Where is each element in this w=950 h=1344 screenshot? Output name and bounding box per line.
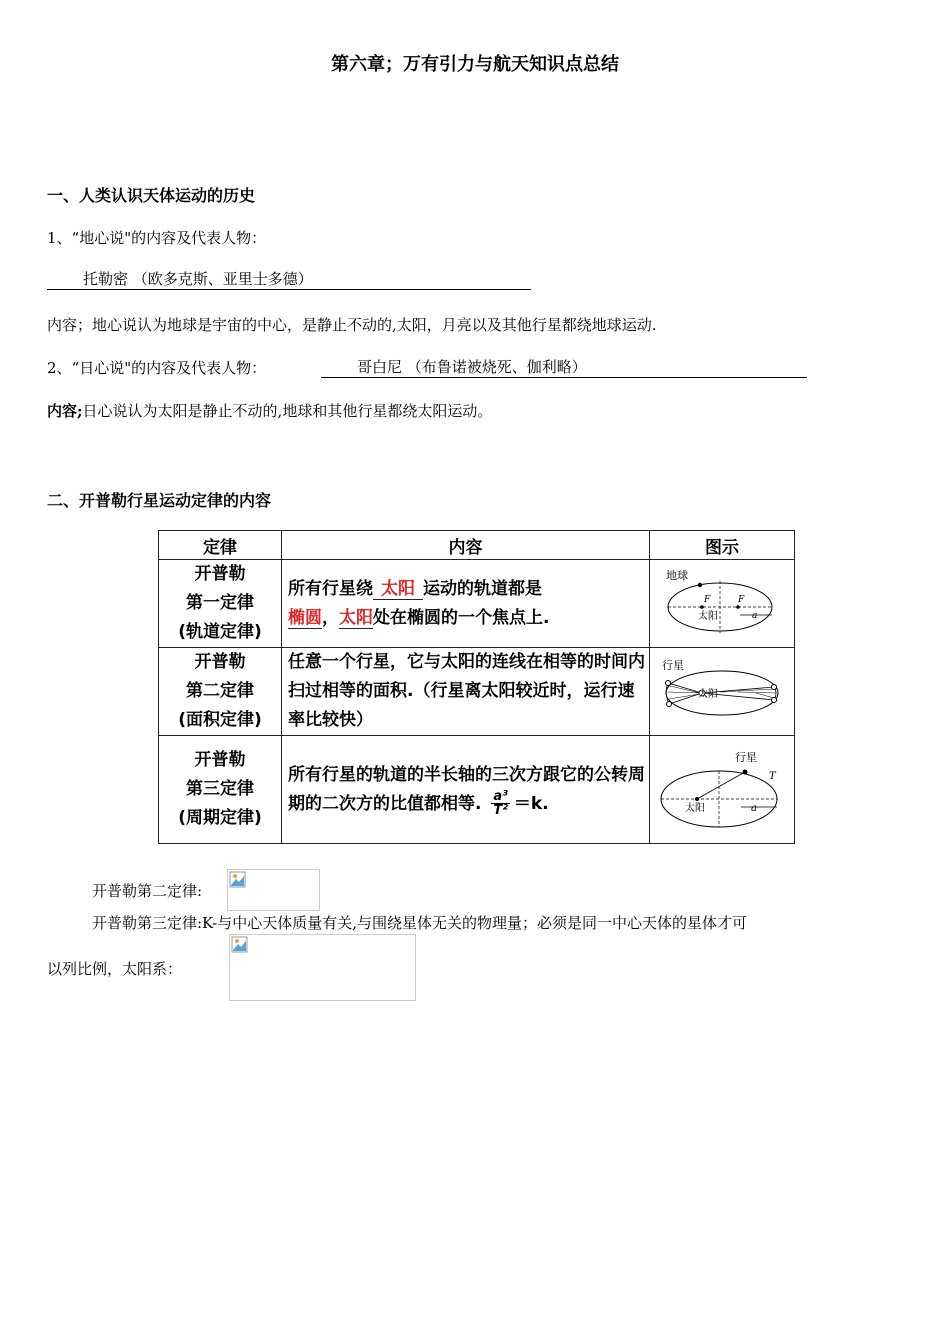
kepler-laws-table xyxy=(158,530,795,844)
blank-ellipse: 椭圆 xyxy=(288,607,322,628)
item2-content xyxy=(47,400,492,421)
law1-content: 所有行星绕 太阳 运动的轨道都是 椭圆，太阳处在椭圆的一个焦点上. xyxy=(282,560,650,648)
item2-answer: 哥白尼 （布鲁诺被烧死、伽利略） xyxy=(321,356,807,378)
item1-content: 内容；地心说认为地球是宇宙的中心，是静止不动的,太阳，月亮以及其他行星都绕地球运动. xyxy=(47,316,657,334)
svg-text:T: T xyxy=(769,770,776,782)
broken-image-icon xyxy=(231,936,249,954)
blank-sun-2: 太阳 xyxy=(339,607,373,628)
item1-answer: 托勒密 （欧多克斯、亚里士多德） xyxy=(47,268,531,290)
label-earth: 地球 xyxy=(666,568,688,582)
section2-heading: 二、开普勒行星运动定律的内容 xyxy=(47,491,272,510)
law3-figure xyxy=(650,736,795,844)
law3-name: 开普勒 第三定律 (周期定律) xyxy=(159,736,282,844)
law1-figure xyxy=(650,560,795,648)
header-figure: 图示 xyxy=(650,531,795,560)
page-title: 第六章；万有引力与航天知识点总结 xyxy=(331,54,619,75)
note-third-law: 开普勒第三定律:K-与中心天体质量有关,与围绕星体无关的物理量；必须是同一中心天体的星体才可 xyxy=(92,914,748,932)
period-law-diagram xyxy=(657,747,787,833)
blank-sun-1: 太阳 xyxy=(373,579,423,600)
item2-label: 2、“日心说"的内容及代表人物： xyxy=(47,359,267,377)
label-planet: 行星 xyxy=(662,658,684,672)
orbit-ellipse-diagram xyxy=(662,569,782,639)
broken-image-formula-1 xyxy=(227,869,320,911)
label-sun: 太阳 xyxy=(698,610,718,622)
item2-content-text: 日心说认为太阳是静止不动的,地球和其他行星都绕太阳运动。 xyxy=(82,402,493,420)
area-law-diagram xyxy=(660,659,784,725)
header-content: 内容 xyxy=(282,531,650,560)
broken-image-icon xyxy=(229,871,247,889)
broken-image-formula-2 xyxy=(229,934,416,1001)
section1-heading: 一、人类认识天体运动的历史 xyxy=(47,186,256,205)
svg-text:F: F xyxy=(738,594,745,605)
item1-label: 1、“地心说"的内容及代表人物： xyxy=(47,229,267,247)
svg-text:太阳: 太阳 xyxy=(685,802,705,814)
svg-text:a: a xyxy=(751,802,757,814)
law2-figure xyxy=(650,648,795,736)
header-law: 定律 xyxy=(159,531,282,560)
svg-text:行星: 行星 xyxy=(735,750,757,764)
ratio-fraction: $\frac{\text{a³}}{\text{T²}}$ xyxy=(493,789,508,818)
svg-text:a: a xyxy=(752,610,758,621)
law3-content: 所有行星的轨道的半长轴的三次方跟它的公转周期的二次方的比值都相等. $\frac{\text{a³}}{\text{T²}}$ ＝k. xyxy=(282,736,650,844)
note-solar-system: 以列比例，太阳系： xyxy=(47,960,183,978)
law2-content: 任意一个行星，它与太阳的连线在相等的时间内扫过相等的面积.（行星离太阳较近时，运行速率比较快） xyxy=(282,648,650,736)
law1-name: 开普勒 第一定律 (轨道定律) xyxy=(159,560,282,648)
law2-name: 开普勒 第二定律 (面积定律) xyxy=(159,648,282,736)
svg-text:F: F xyxy=(704,594,711,605)
note-second-law: 开普勒第二定律: xyxy=(92,882,203,900)
item2-content-label: 内容; xyxy=(47,402,83,420)
svg-text:太阳: 太阳 xyxy=(698,688,718,700)
